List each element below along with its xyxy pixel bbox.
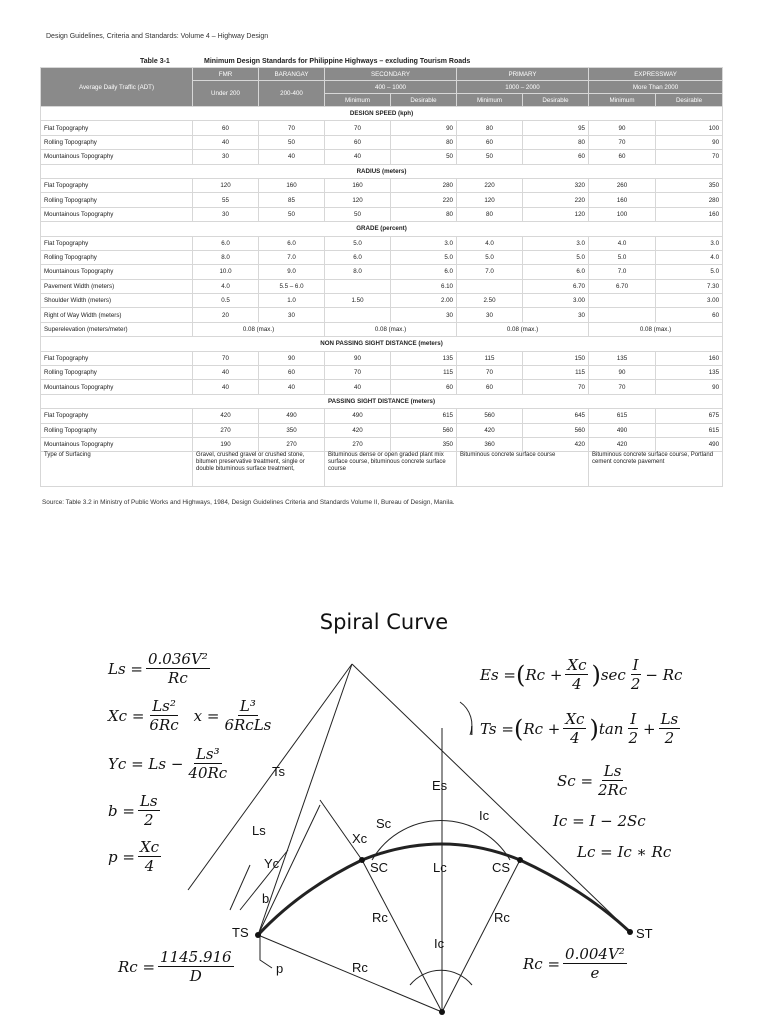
formula-rc-superelevation xyxy=(523,945,630,982)
formula-ic xyxy=(553,812,646,830)
label-cs-point: CS xyxy=(492,860,511,875)
cs-point-marker xyxy=(517,857,523,863)
row-label: Superelevation (meters/meter) xyxy=(41,322,193,336)
fraction-denominator: 2Rc xyxy=(598,781,628,799)
cell: 615 xyxy=(589,409,656,423)
cell: 270 xyxy=(325,437,391,451)
cell: 40 xyxy=(259,150,325,164)
cell: 260 xyxy=(589,178,656,192)
adt-barangay: 200-400 xyxy=(259,81,325,107)
cell: 90 xyxy=(589,366,656,380)
cell: 100 xyxy=(589,207,656,221)
cell: 115 xyxy=(523,366,589,380)
cell: 4.0 xyxy=(457,236,523,250)
cell: 220 xyxy=(457,178,523,192)
cell: 5.0 xyxy=(523,250,589,264)
cell: 220 xyxy=(391,193,457,207)
formula-text: Ts = xyxy=(480,719,514,738)
cell: 160 xyxy=(325,178,391,192)
table-number: Table 3-1 xyxy=(140,58,170,65)
cell: 1.0 xyxy=(259,294,325,308)
cell: 6.0 xyxy=(523,265,589,279)
spiral-curve-path xyxy=(258,844,630,935)
des-label: Desirable xyxy=(523,94,589,107)
cell: 10.0 xyxy=(193,265,259,279)
section-title: GRADE (percent) xyxy=(41,222,723,236)
cell: 490 xyxy=(589,423,656,437)
cell: 5.0 xyxy=(457,250,523,264)
cell: 135 xyxy=(656,366,723,380)
row-label: Rolling Topography xyxy=(41,250,193,264)
label-es: Es xyxy=(432,778,448,793)
fraction-numerator: Xc xyxy=(567,656,587,674)
cell: 60 xyxy=(391,380,457,394)
cell: 7.30 xyxy=(656,279,723,293)
cell: 5.0 xyxy=(391,250,457,264)
cell: 120 xyxy=(523,207,589,221)
center-point-marker xyxy=(439,1009,445,1015)
fraction-denominator: 2 xyxy=(628,729,639,747)
cell: 2.50 xyxy=(457,294,523,308)
fraction-denominator: 40Rc xyxy=(188,764,228,782)
section-title: DESIGN SPEED (kph) xyxy=(41,107,723,121)
formula-text: sec xyxy=(600,665,626,684)
cell: 50 xyxy=(457,150,523,164)
formula-xc xyxy=(108,697,276,734)
row-label: Flat Topography xyxy=(41,409,193,423)
adt-secondary: 400 – 1000 xyxy=(325,81,457,94)
min-label: Minimum xyxy=(589,94,656,107)
cell: 30 xyxy=(259,308,325,322)
cell: 9.0 xyxy=(259,265,325,279)
cell: 40 xyxy=(193,366,259,380)
des-label: Desirable xyxy=(391,94,457,107)
cell: 490 xyxy=(325,409,391,423)
cell: 270 xyxy=(193,423,259,437)
fraction-denominator: D xyxy=(189,967,202,985)
cell: 1.50 xyxy=(325,294,391,308)
cell: 615 xyxy=(391,409,457,423)
fraction-denominator: 4 xyxy=(144,857,155,875)
label-ic-center: Ic xyxy=(434,936,445,951)
sc-point-marker xyxy=(359,857,365,863)
label-i-angle: I xyxy=(470,723,474,738)
cell: 0.08 (max.) xyxy=(325,322,457,336)
table-caption: Minimum Design Standards for Philippine Highways – excluding Tourism Roads xyxy=(204,58,471,65)
formula-text: Rc = xyxy=(523,954,561,973)
cell: 80 xyxy=(391,207,457,221)
row-label: Shoulder Width (meters) xyxy=(41,294,193,308)
cell: 3.00 xyxy=(656,294,723,308)
radius-to-sc xyxy=(362,860,442,1012)
cell: 60 xyxy=(457,380,523,394)
cell: 7.0 xyxy=(457,265,523,279)
label-rc-bottom: Rc xyxy=(352,960,368,975)
fraction-numerator: Ls² xyxy=(152,697,176,715)
cell: 280 xyxy=(391,178,457,192)
cell: 350 xyxy=(656,178,723,192)
cell: 3.0 xyxy=(391,236,457,250)
row-label: Flat Topography xyxy=(41,121,193,135)
cell: 80 xyxy=(523,135,589,149)
label-rc-left: Rc xyxy=(372,910,388,925)
adt-expressway: More Than 2000 xyxy=(589,81,723,94)
des-label: Desirable xyxy=(656,94,723,107)
cell: 280 xyxy=(656,193,723,207)
cell: 90 xyxy=(259,351,325,365)
cell: 70 xyxy=(457,366,523,380)
row-label: Type of Surfacing xyxy=(41,452,193,487)
cell: 40 xyxy=(193,380,259,394)
cell: 85 xyxy=(259,193,325,207)
document-header: Design Guidelines, Criteria and Standards: Volume 4 – Highway Design xyxy=(46,33,269,40)
fraction-denominator: e xyxy=(590,964,600,982)
cell: 40 xyxy=(259,380,325,394)
cell: 6.0 xyxy=(259,236,325,250)
class-expressway: EXPRESSWAY xyxy=(589,68,723,81)
label-ls: Ls xyxy=(252,823,266,838)
adt-primary: 1000 – 2000 xyxy=(457,81,589,94)
label-st-point: ST xyxy=(636,926,653,941)
cell: 4.0 xyxy=(656,250,723,264)
cell: 55 xyxy=(193,193,259,207)
formula-text: x = xyxy=(193,706,220,725)
cell: 6.0 xyxy=(391,265,457,279)
cell: 560 xyxy=(457,409,523,423)
label-ts-length: Ts xyxy=(272,764,285,779)
fraction-denominator: 2 xyxy=(144,811,154,829)
b-dimension xyxy=(230,865,250,910)
row-label: Mountainous Topography xyxy=(41,437,193,451)
fraction-numerator: Xc xyxy=(139,838,160,856)
cell: 20 xyxy=(193,308,259,322)
cell: 90 xyxy=(656,380,723,394)
label-p: p xyxy=(276,961,284,976)
cell: 3.0 xyxy=(656,236,723,250)
cell: 70 xyxy=(325,121,391,135)
row-label: Mountainous Topography xyxy=(41,207,193,221)
cell: 490 xyxy=(259,409,325,423)
cell: 160 xyxy=(259,178,325,192)
cell: 3.00 xyxy=(523,294,589,308)
fraction-denominator: 2 xyxy=(630,675,641,693)
formula-text: Rc + xyxy=(525,665,563,684)
formula-text: tan xyxy=(598,719,624,738)
cell: 150 xyxy=(523,351,589,365)
cell: 30 xyxy=(523,308,589,322)
formula-b xyxy=(108,792,163,829)
cell: 30 xyxy=(457,308,523,322)
cell: 5.0 xyxy=(589,250,656,264)
cell: 90 xyxy=(656,135,723,149)
cell: 615 xyxy=(656,423,723,437)
lc-arc xyxy=(372,820,510,860)
cell: 60 xyxy=(523,150,589,164)
row-label: Rolling Topography xyxy=(41,423,193,437)
cell: 3.0 xyxy=(523,236,589,250)
label-xc: Xc xyxy=(352,831,368,846)
formula-text: − Rc xyxy=(645,665,683,684)
cell: 40 xyxy=(193,135,259,149)
cell: 100 xyxy=(656,121,723,135)
cell: 70 xyxy=(193,351,259,365)
section-title: RADIUS (meters) xyxy=(41,164,723,178)
formula-text: Ls = xyxy=(108,659,143,678)
cell: 270 xyxy=(259,437,325,451)
cell: 6.0 xyxy=(325,250,391,264)
row-label: Rolling Topography xyxy=(41,135,193,149)
adt-header: Average Daily Traffic (ADT) xyxy=(41,68,193,107)
row-label: Rolling Topography xyxy=(41,193,193,207)
fraction-numerator: 0.036V² xyxy=(148,650,208,668)
formula-p xyxy=(108,838,164,875)
cell: 80 xyxy=(391,135,457,149)
radius-to-cs xyxy=(442,860,520,1012)
xc-perpendicular xyxy=(320,800,362,860)
cell: 60 xyxy=(259,366,325,380)
cell: 60 xyxy=(325,135,391,149)
cell: 190 xyxy=(193,437,259,451)
cell: 420 xyxy=(523,437,589,451)
fraction-numerator: L³ xyxy=(239,697,256,715)
fraction-numerator: Ls xyxy=(603,762,622,780)
cell: 80 xyxy=(457,207,523,221)
fraction-denominator: 6RcLs xyxy=(224,716,272,734)
formula-text: Rc + xyxy=(523,719,561,738)
cell: 5.0 xyxy=(656,265,723,279)
cell: 160 xyxy=(656,207,723,221)
cell: 6.0 xyxy=(193,236,259,250)
cell: 220 xyxy=(523,193,589,207)
formula-text: Rc = xyxy=(118,957,156,976)
cell: 350 xyxy=(391,437,457,451)
cell: 90 xyxy=(391,121,457,135)
cell: 6.70 xyxy=(523,279,589,293)
fraction-numerator: Ls xyxy=(660,710,679,728)
row-label: Right of Way Width (meters) xyxy=(41,308,193,322)
cell: 0.08 (max.) xyxy=(589,322,723,336)
cell: 60 xyxy=(589,150,656,164)
fraction-denominator: 4 xyxy=(570,729,580,747)
section-title: PASSING SIGHT DISTANCE (meters) xyxy=(41,394,723,408)
cell: 70 xyxy=(259,121,325,135)
fraction-numerator: I xyxy=(632,656,639,674)
formula-text: Yc = Ls − xyxy=(108,754,184,773)
cell: 420 xyxy=(193,409,259,423)
cell: 70 xyxy=(523,380,589,394)
right-paren: ) xyxy=(589,714,599,743)
cell: 645 xyxy=(523,409,589,423)
cell: 6.10 xyxy=(391,279,457,293)
diagram-title: Spiral Curve xyxy=(319,610,449,634)
cell: 7.0 xyxy=(589,265,656,279)
section-title: NON PASSING SIGHT DISTANCE (meters) xyxy=(41,337,723,351)
cell: 360 xyxy=(457,437,523,451)
formula-text: Lc = Ic ∗ Rc xyxy=(577,843,672,861)
cell: 7.0 xyxy=(259,250,325,264)
adt-fmr: Under 200 xyxy=(193,81,259,107)
cell: 60 xyxy=(193,121,259,135)
left-paren: ( xyxy=(513,714,524,743)
cell: 420 xyxy=(325,423,391,437)
cell: 70 xyxy=(656,150,723,164)
fraction-numerator: Ls xyxy=(139,792,158,810)
cell: 60 xyxy=(656,308,723,322)
fraction-denominator: 6Rc xyxy=(149,716,179,734)
cell: 95 xyxy=(523,121,589,135)
row-label: Flat Topography xyxy=(41,236,193,250)
radius-to-ts xyxy=(258,935,442,1012)
class-secondary: SECONDARY xyxy=(325,68,457,81)
formula-sc xyxy=(557,762,632,799)
cell: 135 xyxy=(391,351,457,365)
label-sc-point: SC xyxy=(370,860,389,875)
cell: 4.0 xyxy=(589,236,656,250)
cell: 70 xyxy=(589,135,656,149)
label-yc: Yc xyxy=(264,856,280,871)
cell: 675 xyxy=(656,409,723,423)
cell: 80 xyxy=(457,121,523,135)
fraction-numerator: Ls³ xyxy=(195,745,220,763)
class-fmr: FMR xyxy=(193,68,259,81)
label-lc: Lc xyxy=(433,860,447,875)
label-ic-top: Ic xyxy=(479,808,490,823)
p-pointer xyxy=(260,930,272,968)
cell: 4.0 xyxy=(193,279,259,293)
cell: 560 xyxy=(523,423,589,437)
cell: 120 xyxy=(457,193,523,207)
formula-yc xyxy=(108,745,232,782)
formula-lc xyxy=(577,843,671,861)
class-primary: PRIMARY xyxy=(457,68,589,81)
fraction-denominator: Rc xyxy=(168,669,188,687)
cell: 30 xyxy=(391,308,457,322)
table-source: Source: Table 3.2 in Ministry of Public Works and Highways, 1984, Design Guidelines Criteria and Standards Volume II, Bureau of Design, Manila. xyxy=(42,499,455,506)
cell: 420 xyxy=(589,437,656,451)
left-paren: ( xyxy=(515,660,526,689)
cell: 0.08 (max.) xyxy=(193,322,325,336)
label-rc-right: Rc xyxy=(494,910,510,925)
min-label: Minimum xyxy=(457,94,523,107)
ts-point-marker xyxy=(255,932,261,938)
formula-es xyxy=(480,656,682,693)
fraction-denominator: 2 xyxy=(664,729,675,747)
fraction-numerator: 0.004V² xyxy=(565,945,625,963)
cell: 8.0 xyxy=(193,250,259,264)
formula-rc-degree xyxy=(118,948,237,985)
row-label: Mountainous Topography xyxy=(41,150,193,164)
label-ts-point: TS xyxy=(232,925,249,940)
row-label: Flat Topography xyxy=(41,178,193,192)
cell: 40 xyxy=(325,150,391,164)
cell: 115 xyxy=(391,366,457,380)
cell: 420 xyxy=(457,423,523,437)
row-label: Pavement Width (meters) xyxy=(41,279,193,293)
cell: 0.08 (max.) xyxy=(457,322,589,336)
formula-text: Ic = I − 2Sc xyxy=(553,812,646,830)
formula-text: Sc = xyxy=(557,771,594,790)
class-barangay: BARANGAY xyxy=(259,68,325,81)
cell: 40 xyxy=(325,380,391,394)
cell: 90 xyxy=(589,121,656,135)
cell: 70 xyxy=(325,366,391,380)
formula-text: Es = xyxy=(480,665,516,684)
cell: 50 xyxy=(391,150,457,164)
fraction-numerator: 1145.916 xyxy=(160,948,232,966)
cell: Bituminous concrete surface course, Portland cement concrete pavement xyxy=(589,452,723,487)
formula-text: b = xyxy=(108,801,135,820)
cell: 0.5 xyxy=(193,294,259,308)
cell: Bituminous concrete surface course xyxy=(457,452,589,487)
cell: 2.00 xyxy=(391,294,457,308)
cell: 320 xyxy=(523,178,589,192)
cell: 30 xyxy=(193,207,259,221)
st-point-marker xyxy=(627,929,633,935)
cell: 60 xyxy=(457,135,523,149)
cell: 160 xyxy=(656,351,723,365)
cell: 560 xyxy=(391,423,457,437)
cell: 120 xyxy=(193,178,259,192)
min-label: Minimum xyxy=(325,94,391,107)
cell: 50 xyxy=(259,207,325,221)
cell: 90 xyxy=(325,351,391,365)
row-label: Rolling Topography xyxy=(41,366,193,380)
cell: 6.70 xyxy=(589,279,656,293)
cell: 5.0 xyxy=(325,236,391,250)
formula-ls xyxy=(108,650,213,687)
formula-text: + xyxy=(643,719,656,738)
cell: 30 xyxy=(193,150,259,164)
row-label: Flat Topography xyxy=(41,351,193,365)
right-paren: ) xyxy=(591,660,601,689)
cell: 70 xyxy=(589,380,656,394)
formula-ts xyxy=(480,710,683,747)
cell: 50 xyxy=(259,135,325,149)
row-label: Mountainous Topography xyxy=(41,380,193,394)
fraction-numerator: I xyxy=(630,710,637,728)
cell: 490 xyxy=(656,437,723,451)
cell: 8.0 xyxy=(325,265,391,279)
cell: 115 xyxy=(457,351,523,365)
cell: 50 xyxy=(325,207,391,221)
fraction-denominator: 4 xyxy=(572,675,582,693)
cell: 160 xyxy=(589,193,656,207)
cell: 5.5 – 6.0 xyxy=(259,279,325,293)
fraction-numerator: Xc xyxy=(565,710,585,728)
cell: 135 xyxy=(589,351,656,365)
cell: 350 xyxy=(259,423,325,437)
label-sc: Sc xyxy=(376,816,392,831)
formula-text: p = xyxy=(108,847,135,866)
row-label: Mountainous Topography xyxy=(41,265,193,279)
cell: Gravel, crushed gravel or crushed stone, bitumen preservative treatment, single or double bituminous surface treatment, xyxy=(193,452,325,487)
cell: 120 xyxy=(325,193,391,207)
label-b: b xyxy=(262,891,270,906)
formula-text: Xc = xyxy=(108,706,145,725)
cell: Bituminous dense or open graded plant mix surface course, bituminous concrete surface course xyxy=(325,452,457,487)
